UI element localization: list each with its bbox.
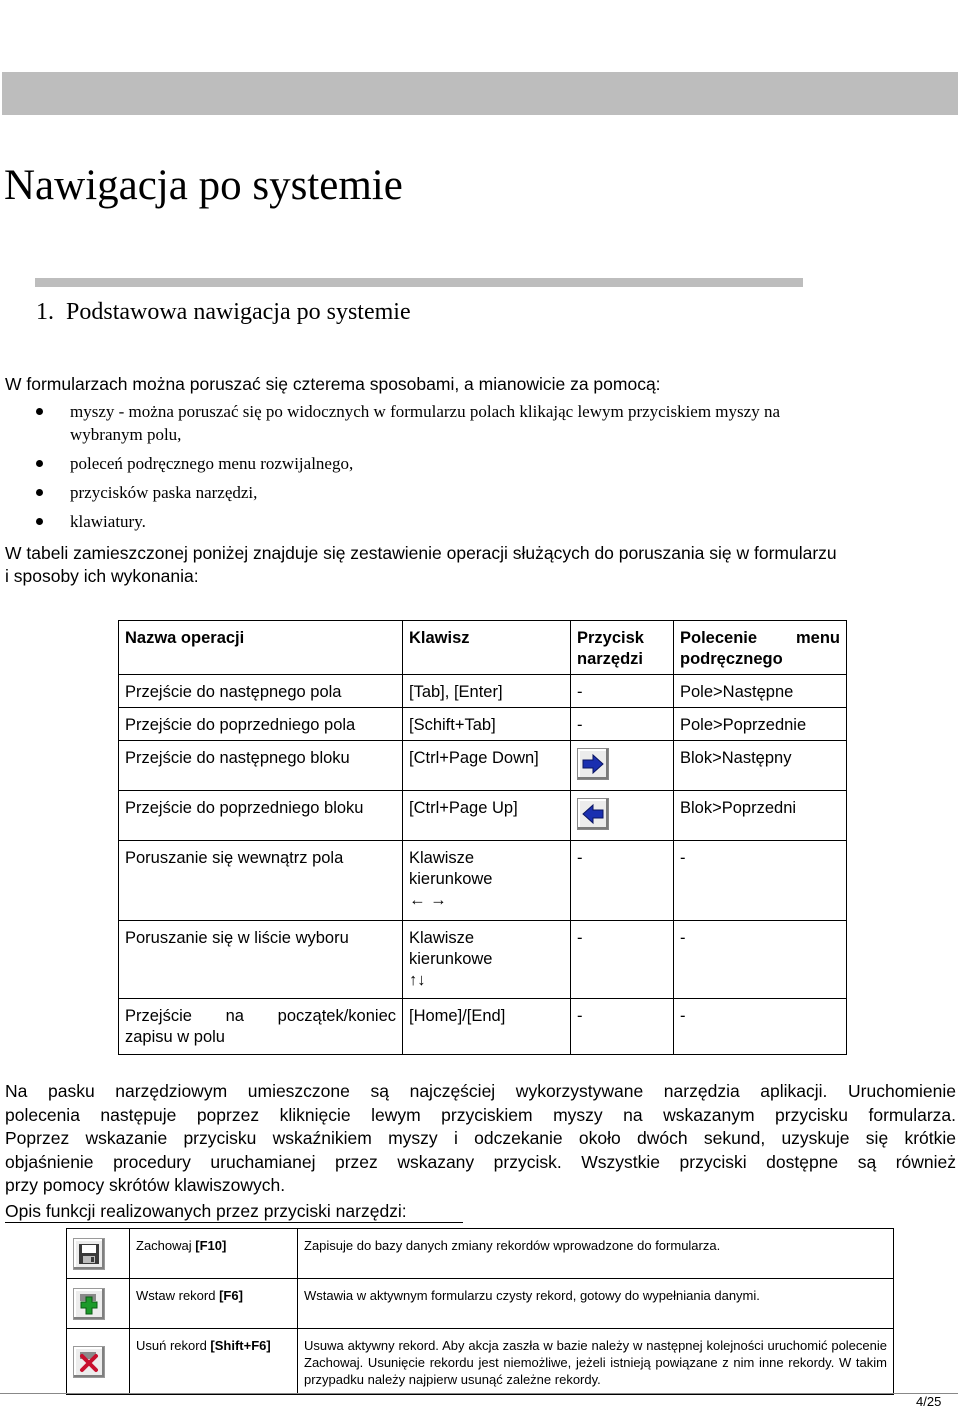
tool-name: Zachowaj: [136, 1238, 196, 1253]
list-item: [0, 452, 960, 481]
button-cell: [571, 741, 674, 791]
button-cell: -: [571, 708, 674, 741]
tool-shortcut: [F6]: [219, 1288, 243, 1303]
table-header-row: [119, 621, 847, 675]
header-key: Klawisz: [403, 621, 571, 675]
icon-cell: [67, 1329, 130, 1395]
button-cell: -: [571, 841, 674, 921]
menu-cell: Pole>Następne: [674, 675, 847, 708]
operation-cell-line: [125, 1006, 396, 1027]
tool-description-cell: Usuwa aktywny rekord. Aby akcja zaszła w bazie należy w następnej kolejności uruchomić polecenie Zachowaj. Usunięcie rekordu jest niemożliwe, jeżeli istnieją powiązane z nim inne rekordy. W takim przypadku należy najpierw usunąć zależne rekordy.: [298, 1329, 894, 1395]
table-row: [67, 1329, 894, 1395]
tool-name-cell: [130, 1279, 298, 1329]
key-cell-line: kierunkowe: [409, 950, 493, 968]
add-record-icon: [77, 1292, 101, 1316]
tool-description-cell: Zapisuje do bazy danych zmiany rekordów wprowadzone do formularza.: [298, 1229, 894, 1279]
delete-record-icon: [77, 1350, 101, 1374]
paragraph-line: przy pomocy skrótów klawiszowych.: [5, 1175, 286, 1195]
table-intro-line: W tabeli zamieszczonej poniżej znajduje się zestawienie operacji służących do poruszania się w formularzu: [5, 543, 837, 563]
add-record-button[interactable]: [73, 1288, 105, 1320]
table-row: [119, 741, 847, 791]
section-title: Podstawowa nawigacja po systemie: [66, 299, 411, 325]
tool-name: Wstaw rekord: [136, 1288, 220, 1303]
paragraph-line: Poprzez wskazanie przycisku wskaźnikiem myszy i odczekanie około dwóch sekund, uzyskuje się krótkie: [5, 1128, 956, 1148]
key-cell: [403, 921, 571, 999]
tool-shortcut: [Shift+F6]: [210, 1338, 271, 1353]
tool-name-cell: [130, 1329, 298, 1395]
operations-table: [118, 620, 847, 1055]
bullet-icon: [36, 518, 43, 525]
table-intro-line: i sposoby ich wykonania:: [5, 566, 199, 586]
table-row: [119, 999, 847, 1055]
list-item-text: klawiatury.: [70, 512, 146, 531]
table-row: [119, 791, 847, 841]
section-heading: [36, 296, 411, 328]
key-cell-line: kierunkowe: [409, 870, 493, 888]
button-cell: -: [571, 921, 674, 999]
tool-description-cell: Wstawia w aktywnym formularzu czysty rekord, gotowy do wypełniania danymi.: [298, 1279, 894, 1329]
arrow-left-icon: [581, 803, 605, 825]
table-row: [67, 1229, 894, 1279]
previous-block-button[interactable]: [577, 798, 609, 830]
header-menu-word: Polecenie: [680, 629, 758, 647]
key-cell: [Tab], [Enter]: [403, 675, 571, 708]
button-cell: -: [571, 675, 674, 708]
header-menu-word: menu: [795, 629, 840, 647]
page-number: 4/25: [916, 1394, 942, 1409]
paragraph-line: polecenia następuje poprzez kliknięcie lewym przyciskiem myszy na wskazanym przycisku formularza.: [5, 1104, 956, 1125]
operation-cell: Przejście do poprzedniego pola: [119, 708, 403, 741]
footer-divider: [0, 1393, 958, 1394]
button-cell: -: [571, 999, 674, 1055]
table-intro-text: [5, 542, 955, 588]
header-menu: [674, 621, 847, 675]
section-divider: [35, 278, 803, 287]
key-cell: [403, 841, 571, 921]
tools-heading: Opis funkcji realizowanych przez przyciski narzędzi:: [5, 1201, 407, 1221]
navigation-methods-list: [0, 400, 960, 534]
section-number: 1.: [36, 299, 54, 325]
toolbar-paragraph: [5, 1080, 956, 1198]
tools-table: [66, 1228, 894, 1395]
key-cell: [Home]/[End]: [403, 999, 571, 1055]
header-button-line: Przycisk: [577, 629, 644, 647]
tool-name: Usuń rekord: [136, 1338, 211, 1353]
key-cell-line: Klawisze: [409, 849, 475, 867]
paragraph-line: objaśnienie procedury uruchamianej przez wskazany przycisk. Wszystkie przyciski dostępne są również: [5, 1151, 956, 1172]
operation-cell: Poruszanie się wewnątrz pola: [119, 841, 403, 921]
arrow-keys-left-right: ← →: [409, 891, 447, 909]
table-row: [119, 675, 847, 708]
paragraph-line: Na pasku narzędziowym umieszczone są najczęściej wykorzystywane narzędzia aplikacji. Uruchomienie: [5, 1081, 956, 1101]
operation-cell: [119, 999, 403, 1055]
table-row: [119, 708, 847, 741]
bullet-icon: [36, 460, 43, 467]
header-button-line: narzędzi: [577, 650, 644, 668]
header-menu-line: podręcznego: [680, 650, 783, 668]
menu-cell: -: [674, 841, 847, 921]
tool-name-cell: [130, 1229, 298, 1279]
save-icon: [77, 1242, 101, 1266]
key-cell: [Schift+Tab]: [403, 708, 571, 741]
save-button[interactable]: [73, 1238, 105, 1270]
header-button: [571, 621, 674, 675]
operation-word: Przejście: [125, 1007, 192, 1025]
header-bar: [2, 72, 958, 115]
page-title: Nawigacja po systemie: [4, 162, 403, 209]
bullet-icon: [36, 408, 43, 415]
table-row: [119, 921, 847, 999]
list-item: [0, 510, 960, 534]
icon-cell: [67, 1229, 130, 1279]
icon-cell: [67, 1279, 130, 1329]
menu-cell: Blok>Poprzedni: [674, 791, 847, 841]
header-menu-line: [680, 628, 840, 649]
list-item-text: poleceń podręcznego menu rozwijalnego,: [70, 454, 354, 473]
arrow-keys-up-down: ↑↓: [409, 971, 426, 989]
arrow-right-icon: [581, 753, 605, 775]
intro-text: W formularzach można poruszać się czterema sposobami, a mianowicie za pomocą:: [5, 374, 661, 394]
list-item-text: myszy - można poruszać się po widocznych w formularzu polach klikając lewym przyciskiem myszy na: [70, 402, 780, 421]
bullet-icon: [36, 489, 43, 496]
table-row: [119, 841, 847, 921]
key-cell: [Ctrl+Page Up]: [403, 791, 571, 841]
operation-cell: Przejście do poprzedniego bloku: [119, 791, 403, 841]
key-cell: [Ctrl+Page Down]: [403, 741, 571, 791]
list-item: [0, 481, 960, 510]
tools-heading-underline: [5, 1222, 463, 1223]
operation-cell: Poruszanie się w liście wyboru: [119, 921, 403, 999]
operation-cell: Przejście do następnego pola: [119, 675, 403, 708]
operation-word: początek/koniec: [277, 1007, 396, 1025]
list-item: [0, 400, 960, 452]
operation-cell: Przejście do następnego bloku: [119, 741, 403, 791]
menu-cell: -: [674, 921, 847, 999]
operation-cell-line: zapisu w polu: [125, 1028, 225, 1046]
header-operation: Nazwa operacji: [119, 621, 403, 675]
delete-record-button[interactable]: [73, 1346, 105, 1378]
tool-shortcut: [F10]: [195, 1238, 227, 1253]
menu-cell: Blok>Następny: [674, 741, 847, 791]
operation-word: na: [225, 1007, 244, 1025]
list-item-text: wybranym polu,: [70, 425, 182, 444]
button-cell: [571, 791, 674, 841]
next-block-button[interactable]: [577, 748, 609, 780]
menu-cell: Pole>Poprzednie: [674, 708, 847, 741]
key-cell-line: Klawisze: [409, 929, 475, 947]
menu-cell: -: [674, 999, 847, 1055]
table-row: [67, 1279, 894, 1329]
list-item-text: przycisków paska narzędzi,: [70, 483, 258, 502]
